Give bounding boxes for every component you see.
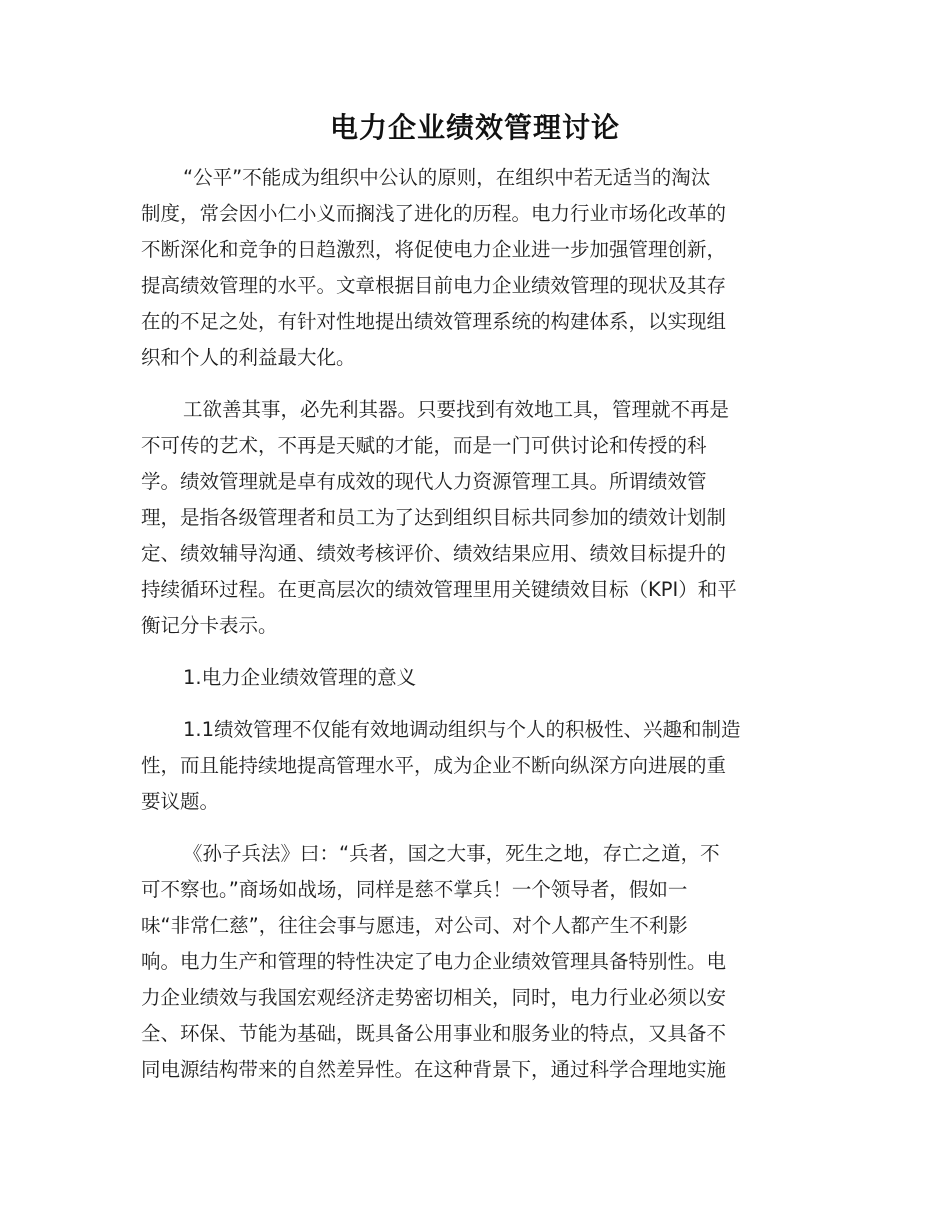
paragraph-line: 1.1绩效管理不仅能有效地调动组织与个人的积极性、兴趣和制造 [183, 718, 741, 741]
paragraph-line: 同电源结构带来的自然差异性。在这种背景下，通过科学合理地实施 [141, 1058, 727, 1081]
paragraph-line: 全、环保、节能为基础，既具备公用事业和服务业的特点，又具备不 [141, 1022, 727, 1045]
paragraph-line: 提高绩效管理的水平。文章根据目前电力企业绩效管理的现状及其存 [141, 274, 727, 297]
document-title: 电力企业绩效管理讨论 [329, 111, 620, 144]
paragraph-intro [141, 160, 809, 376]
paragraph-line: 理，是指各级管理者和员工为了达到组织目标共同参加的绩效计划制 [141, 506, 727, 529]
paragraph-line: 不断深化和竞争的日趋激烈，将促使电力企业进一步加强管理创新， [141, 238, 727, 261]
paragraph-line: 持续循环过程。在更高层次的绩效管理里用关键绩效目标（KPI）和平 [141, 578, 737, 601]
paragraph-line: “公平”不能成为组织中公认的原则，在组织中若无适当的淘汰 [183, 166, 711, 189]
section-heading-text: 1.电力企业绩效管理的意义 [183, 666, 417, 689]
paragraph-line: 在的不足之处，有针对性地提出绩效管理系统的构建体系，以实现组 [141, 310, 727, 333]
paragraph-line: 力企业绩效与我国宏观经济走势密切相关，同时，电力行业必须以安 [141, 986, 727, 1009]
paragraph-significance [141, 712, 809, 820]
paragraph-line: 《孙子兵法》曰：“兵者，国之大事，死生之地，存亡之道，不 [183, 842, 720, 865]
paragraph-sunzi [141, 836, 809, 1088]
paragraph-tools [141, 392, 809, 644]
paragraph-line: 制度，常会因小仁小义而搁浅了进化的历程。电力行业市场化改革的 [141, 202, 727, 225]
section-heading [141, 660, 809, 696]
paragraph-line: 响。电力生产和管理的特性决定了电力企业绩效管理具备特别性。电 [141, 950, 727, 973]
paragraph-line: 衡记分卡表示。 [141, 614, 278, 637]
paragraph-line: 学。绩效管理就是卓有成效的现代人力资源管理工具。所谓绩效管 [141, 470, 707, 493]
paragraph-line: 性，而且能持续地提高管理水平，成为企业不断向纵深方向进展的重 [141, 754, 727, 777]
paragraph-line: 不可传的艺术，不再是天赋的才能，而是一门可供讨论和传授的科 [141, 434, 707, 457]
paragraph-line: 味“非常仁慈”，往往会事与愿违，对公司、对个人都产生不利影 [141, 914, 688, 937]
paragraph-line: 工欲善其事，必先利其器。只要找到有效地工具，管理就不再是 [183, 398, 730, 421]
paragraph-line: 定、绩效辅导沟通、绩效考核评价、绩效结果应用、绩效目标提升的 [141, 542, 727, 565]
paragraph-line: 要议题。 [141, 790, 220, 813]
paragraph-line: 可不察也。”商场如战场，同样是慈不掌兵！一个领导者，假如一 [141, 878, 688, 901]
paragraph-line: 织和个人的利益最大化。 [141, 346, 356, 369]
document-body [141, 160, 809, 1104]
